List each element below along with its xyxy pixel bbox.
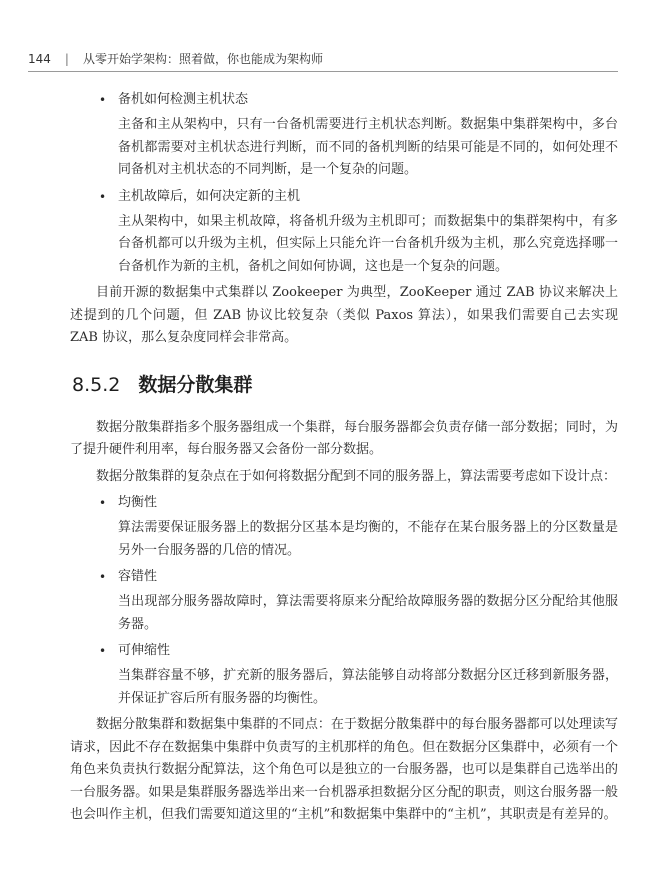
page-content: [70, 89, 618, 831]
bullet-item-scalability: [70, 640, 618, 662]
bullet-icon: •: [99, 189, 107, 204]
bullet-body: 算法需要保证服务器上的数据分区基本是均衡的，不能存在某台服务器上的分区数量是另外一台服务器的几倍的情况。: [118, 520, 618, 558]
complexity-paragraph: 数据分散集群的复杂点在于如何将数据分配到不同的服务器上，算法需要考虑如下设计点：: [96, 468, 617, 484]
section-title: 数据分散集群: [138, 373, 253, 396]
bullet-icon: •: [99, 496, 107, 510]
zab-paragraph: 目前开源的数据集中式集群以 Zookeeper 为典型，ZooKeeper 通过 ZAB 协议来解决上述提到的几个问题，但 ZAB 协议比较复杂（类似 Paxos 算法），如果我们需要自己去实现 ZAB 协议，那么复杂度同样会非常高。: [70, 285, 618, 345]
running-header: [28, 50, 323, 67]
bullet-icon: •: [99, 570, 107, 584]
bullet-icon: •: [99, 93, 107, 107]
bullet-item-new-master: [70, 186, 618, 208]
bullet-title: 容错性: [118, 569, 158, 584]
bullet-title: 均衡性: [118, 495, 158, 510]
bullet-item-backup-detect: [70, 89, 618, 111]
intro-paragraph: 数据分散集群指多个服务器组成一个集群，每台服务器都会负责存储一部分数据；同时，为了提升硬件利用率，每台服务器又会备份一部分数据。: [70, 419, 618, 457]
bullet-title: 可伸缩性: [118, 643, 171, 658]
header-rule: [28, 71, 618, 72]
bullet-body: 当集群容量不够，扩充新的服务器后，算法能够自动将部分数据分区迁移到新服务器，并保证扩容后所有服务器的均衡性。: [118, 668, 618, 706]
bullet-icon: •: [99, 644, 107, 658]
bullet-item-balance: [70, 492, 618, 514]
bullet-item-fault-tolerance: [70, 566, 618, 588]
section-number: 8.5.2: [72, 373, 121, 396]
page-number: 144: [28, 52, 51, 66]
bullet-body: 当出现部分服务器故障时，算法需要将原来分配给故障服务器的数据分区分配给其他服务器。: [118, 594, 618, 632]
difference-paragraph: 数据分散集群和数据集中集群的不同点：在于数据分散集群中的每台服务器都可以处理读写请求，因此不存在数据集中集群中负责写的主机那样的角色。但在数据分区集群中，必须有一个角色来负责执行数据分配算法，这个角色可以是独立的一台服务器，也可以是集群自己选举出的一台服务器。如果是集群服务器选举出来一台机器承担数据分区分配的职责，则这台服务器一般也会叫作主机，但我们需要知道这里的“主机”和数据集中集群中的“主机”，其职责是有差异的。: [70, 717, 618, 822]
section-heading: [70, 370, 618, 397]
bullet-body: 主从架构中，如果主机故障，将备机升级为主机即可；而数据集中的集群架构中，有多台备机都可以升级为主机，但实际上只能允许一台备机升级为主机，那么究竟选择哪一台备机作为新的主机，备机之间如何协调，这也是一个复杂的问题。: [118, 213, 618, 274]
bullet-title: 主机故障后，如何决定新的主机: [118, 188, 301, 204]
bullet-body: 主备和主从架构中，只有一台备机需要进行主机状态判断。数据集中集群架构中，多台备机都需要对主机状态进行判断，而不同的备机判断的结果可能是不同的，如何处理不同备机对主机状态的不同判断，是一个复杂的问题。: [118, 117, 618, 177]
header-separator: |: [64, 52, 69, 66]
bullet-title: 备机如何检测主机状态: [118, 92, 249, 107]
book-title: 从零开始学架构：照着做，你也能成为架构师: [82, 52, 323, 66]
